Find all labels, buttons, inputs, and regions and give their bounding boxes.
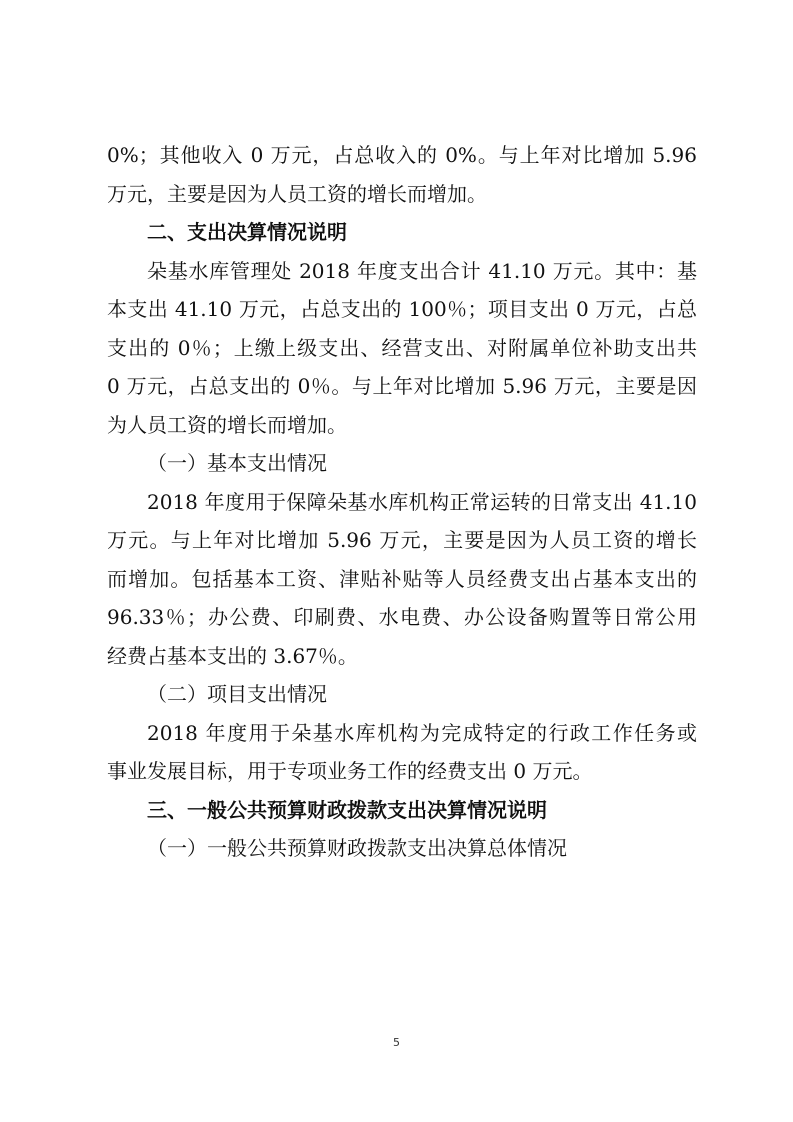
document-body (107, 136, 697, 868)
text-line: 而增加。包括基本工资、津贴补贴等人员经费支出占基本支出的 (107, 566, 697, 591)
text-line: 经费占基本支出的 3.67％。 (107, 643, 358, 668)
text-line: 万元。与上年对比增加 5.96 万元，主要是因为人员工资的增长 (107, 528, 697, 552)
text-line: 万元，主要是因为人员工资的增长而增加。 (107, 181, 487, 206)
subsection-heading: （一）基本支出情况 (147, 451, 327, 475)
text-line: 2018 年度用于保障朵基水库机构正常运转的日常支出 41.10 (147, 489, 697, 514)
subsection-heading: （二）项目支出情况 (147, 682, 327, 706)
text-line: 2018 年度用于朵基水库机构为完成特定的行政工作任务或 (147, 720, 697, 745)
subsection-heading: （一）一般公共预算财政拨款支出决算总体情况 (147, 836, 567, 860)
text-line: 96.33％；办公费、印刷费、水电费、办公设备购置等日常公用 (107, 605, 697, 629)
text-line: 为人员工资的增长而增加。 (107, 412, 347, 437)
text-line: 朵基水库管理处 2018 年度支出合计 41.10 万元。其中：基 (147, 258, 697, 283)
text-line: 支出的 0％；上缴上级支出、经营支出、对附属单位补助支出共 (107, 335, 697, 360)
page-number: 5 (393, 1036, 400, 1049)
text-line: 0%；其他收入 0 万元，占总收入的 0%。与上年对比增加 5.96 (107, 143, 697, 167)
section-heading: 二、支出决算情况说明 (147, 220, 347, 244)
text-line: 0 万元，占总支出的 0％。与上年对比增加 5.96 万元，主要是因 (107, 374, 697, 398)
text-line: 事业发展目标，用于专项业务工作的经费支出 0 万元。 (107, 759, 593, 783)
section-heading: 三、一般公共预算财政拨款支出决算情况说明 (147, 797, 547, 822)
text-line: 本支出 41.10 万元，占总支出的 100％；项目支出 0 万元，占总 (107, 297, 697, 321)
